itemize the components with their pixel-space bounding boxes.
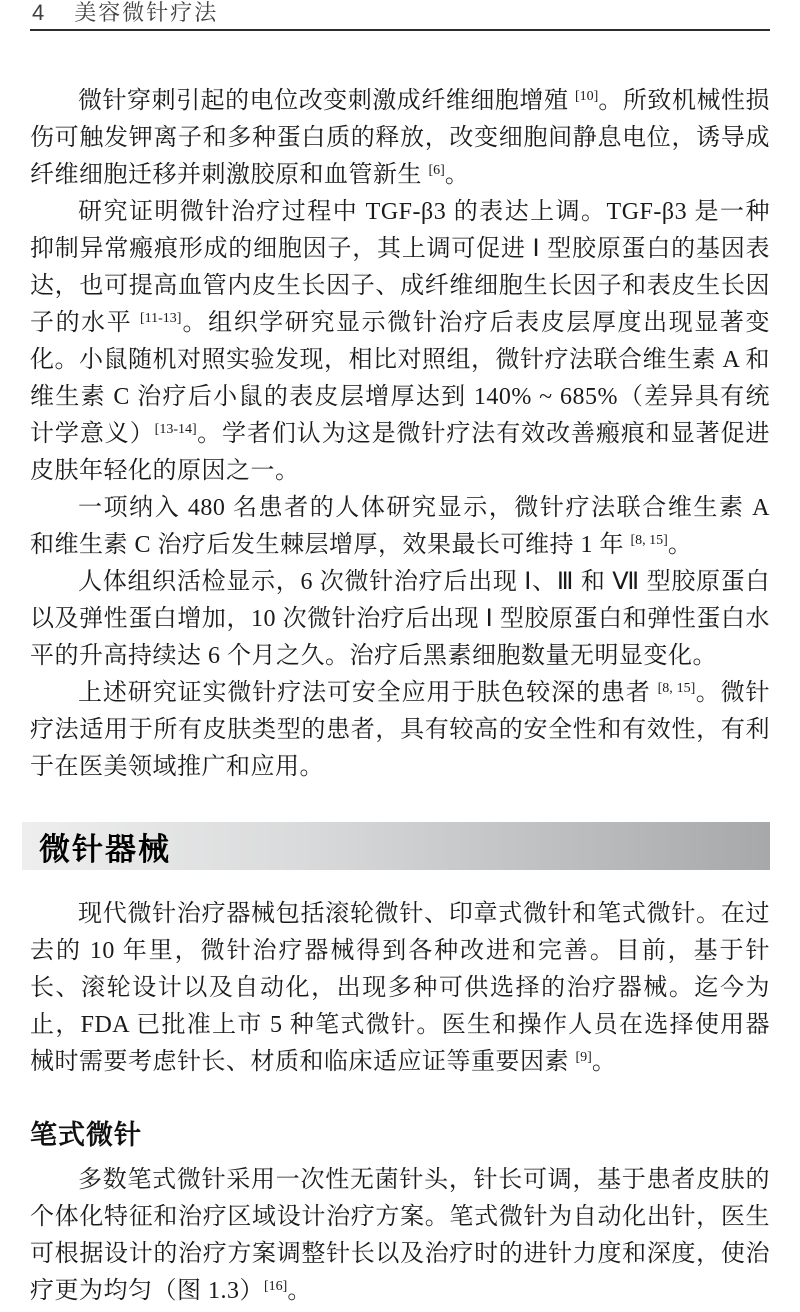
citation-superscript: [10] bbox=[575, 89, 599, 105]
paragraph: 人体组织活检显示，6 次微针治疗后出现 Ⅰ、Ⅲ 和 Ⅶ 型胶原蛋白以及弹性蛋白增加，10 次微针治疗后出现 Ⅰ 型胶原蛋白和弹性蛋白水平的升高持续达 6 个月之久。治疗后黑素细胞数量无明显变化。 bbox=[30, 569, 770, 669]
paragraph: 一项纳入 480 名患者的人体研究显示，微针疗法联合维生素 A 和维生素 C 治疗后发生棘层增厚，效果最长可维持 1 年 [8, 15]。 bbox=[30, 495, 770, 558]
citation-superscript: [13-14] bbox=[154, 422, 197, 438]
citation-superscript: [16] bbox=[264, 1279, 288, 1295]
pen-subsection-paragraphs bbox=[30, 1162, 770, 1310]
citation-superscript: [6] bbox=[428, 163, 445, 179]
citation-superscript: [8, 15] bbox=[630, 533, 668, 549]
subsection-heading: 笔式微针 bbox=[30, 1120, 142, 1150]
section-heading-bar bbox=[22, 822, 770, 870]
page-number: 4 bbox=[32, 0, 45, 25]
intro-paragraphs bbox=[30, 83, 770, 786]
paragraph: 上述研究证实微针疗法可安全应用于肤色较深的患者 [8, 15]。微针疗法适用于所有皮肤类型的患者，具有较高的安全性和有效性，有利于在医美领域推广和应用。 bbox=[30, 680, 771, 780]
paragraph: 现代微针治疗器械包括滚轮微针、印章式微针和笔式微针。在过去的 10 年里，微针治疗器械得到各种改进和完善。目前，基于针长、滚轮设计以及自动化，出现多种可供选择的治疗器械。迄今为止，FDA 已批准上市 5 种笔式微针。医生和操作人员在选择使用器械时需要考虑针长、材质和临床适应证等重要因素 [9]。 bbox=[30, 901, 770, 1075]
citation-superscript: [9] bbox=[575, 1050, 592, 1066]
page-header bbox=[30, 0, 770, 31]
paragraph: 多数笔式微针采用一次性无菌针头，针长可调，基于患者皮肤的个体化特征和治疗区域设计治疗方案。笔式微针为自动化出针，医生可根据设计的治疗方案调整针长以及治疗时的进针力度和深度，使治疗更为均匀（图 1.3）[16]。 bbox=[30, 1167, 770, 1304]
citation-superscript: [11-13] bbox=[139, 311, 182, 327]
citation-superscript: [8, 15] bbox=[657, 681, 696, 697]
running-head-title: 美容微针疗法 bbox=[74, 0, 219, 25]
device-section-paragraphs bbox=[30, 896, 770, 1081]
section-heading: 微针器械 bbox=[39, 831, 171, 867]
paragraph: 微针穿刺引起的电位改变刺激成纤维细胞增殖 [10]。所致机械性损伤可触发钾离子和多种蛋白质的释放，改变细胞间静息电位，诱导成纤维细胞迁移并刺激胶原和血管新生 [6]。 bbox=[30, 88, 771, 188]
paragraph: 研究证明微针治疗过程中 TGF-β3 的表达上调。TGF-β3 是一种抑制异常瘢痕形成的细胞因子，其上调可促进 Ⅰ 型胶原蛋白的基因表达，也可提高血管内皮生长因子、成纤维细胞生长因子和表皮生长因子的水平 [11-13]。组织学研究显示微针治疗后表皮层厚度出现显著变化。小鼠随机对照实验发现，相比对照组，微针疗法联合维生素 A 和维生素 C 治疗后小鼠的表皮层增厚达到 140% ~ 685%（差异具有统计学意义）[13-14]。学者们认为这是微针疗法有效改善瘢痕和显著促进皮肤年轻化的原因之一。 bbox=[30, 199, 771, 484]
